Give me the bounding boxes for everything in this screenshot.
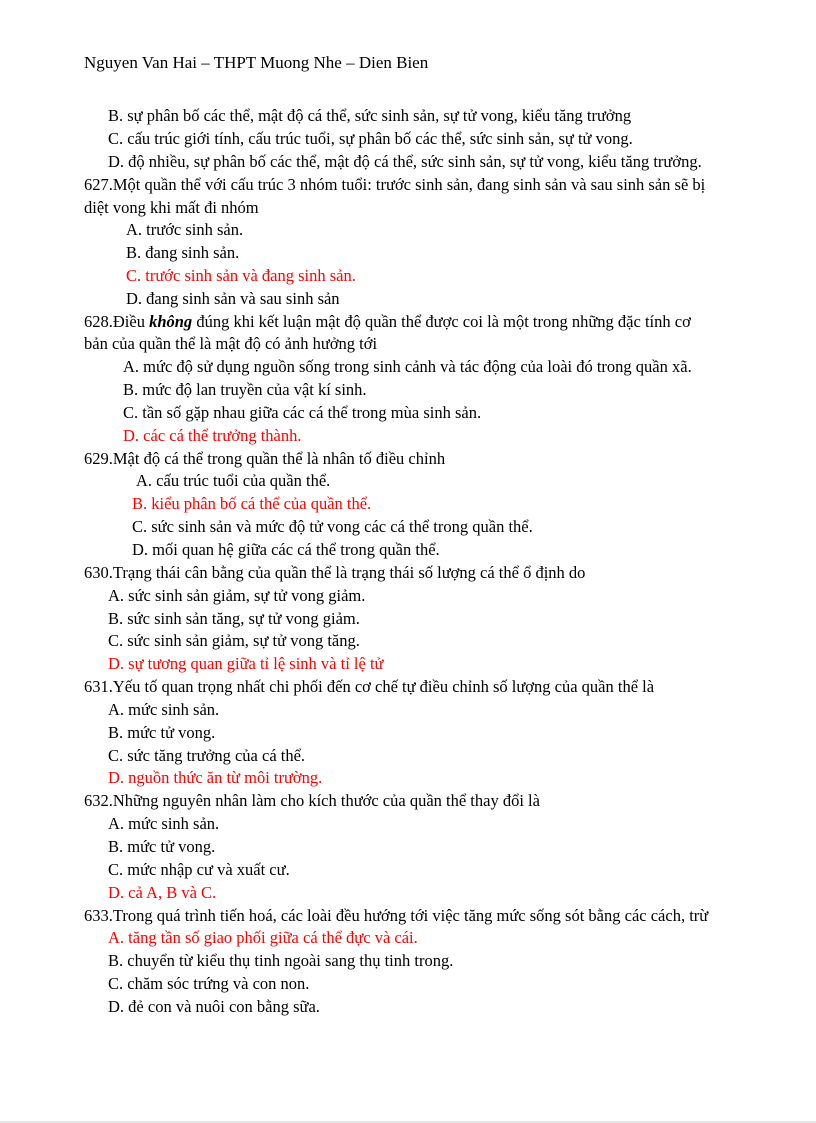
q627-stem: 627.Một quần thể với cấu trúc 3 nhóm tuổi: trước sinh sản, đang sinh sản và sau sinh sản sẽ bị bbox=[84, 175, 706, 194]
q627-option-d: D. đang sinh sản và sau sinh sản bbox=[126, 289, 340, 308]
q629-option-d: D. mối quan hệ giữa các cá thể trong quần thể. bbox=[132, 540, 440, 559]
q627-option-c-correct: C. trước sinh sản và đang sinh sản. bbox=[126, 266, 356, 285]
q629-option-a: A. cấu trúc tuổi của quần thể. bbox=[136, 471, 331, 490]
q628-emphasis: không bbox=[149, 312, 193, 331]
q632-stem: 632.Những nguyên nhân làm cho kích thước của quần thể thay đổi là bbox=[84, 791, 540, 810]
q631-option-a: A. mức sinh sản. bbox=[108, 700, 220, 719]
prev-option-b: B. sự phân bố các thể, mật độ cá thể, sức sinh sản, sự tử vong, kiểu tăng trưởng bbox=[108, 106, 632, 125]
q628-stem: 628.Điều không đúng khi kết luận mật độ quần thể được coi là một trong những đặc tính cơ bbox=[84, 312, 691, 331]
q632-option-d-correct: D. cả A, B và C. bbox=[108, 883, 217, 902]
q628-option-d-correct: D. các cá thể trưởng thành. bbox=[123, 426, 302, 445]
q627-stem-cont: diệt vong khi mất đi nhóm bbox=[84, 198, 259, 217]
q631-option-d-correct: D. nguồn thức ăn từ môi trường. bbox=[108, 768, 323, 787]
q630-option-b: B. sức sinh sản tăng, sự tử vong giảm. bbox=[108, 609, 360, 628]
q631-stem: 631.Yếu tố quan trọng nhất chi phối đến cơ chế tự điều chỉnh số lượng của quần thể là bbox=[84, 677, 655, 696]
q628-stem-cont: bản của quần thể là mật độ có ảnh hưởng tới bbox=[84, 334, 378, 353]
q633-option-c: C. chăm sóc trứng và con non. bbox=[108, 974, 310, 993]
q628-option-c: C. tần số gặp nhau giữa các cá thể trong mùa sinh sản. bbox=[123, 403, 482, 422]
q627-option-a: A. trước sinh sản. bbox=[126, 220, 244, 239]
q629-option-c: C. sức sinh sản và mức độ tử vong các cá thể trong quần thể. bbox=[132, 517, 533, 536]
q630-option-d-correct: D. sự tương quan giữa tỉ lệ sinh và tỉ lệ tử bbox=[108, 654, 384, 673]
q633-stem: 633.Trong quá trình tiến hoá, các loài đều hướng tới việc tăng mức sống sót bằng các cách, trừ bbox=[84, 906, 709, 925]
q628-option-a: A. mức độ sử dụng nguồn sống trong sinh cảnh và tác động của loài đó trong quần xã. bbox=[123, 357, 692, 376]
page-header: Nguyen Van Hai – THPT Muong Nhe – Dien Bien bbox=[84, 53, 429, 72]
q627-option-b: B. đang sinh sản. bbox=[126, 243, 240, 262]
q628-option-b: B. mức độ lan truyền của vật kí sinh. bbox=[123, 380, 367, 399]
q633-option-b: B. chuyển từ kiểu thụ tinh ngoài sang thụ tinh trong. bbox=[108, 951, 454, 970]
q632-option-a: A. mức sinh sản. bbox=[108, 814, 220, 833]
q630-option-a: A. sức sinh sản giảm, sự tử vong giảm. bbox=[108, 586, 366, 605]
prev-option-c: C. cấu trúc giới tính, cấu trúc tuổi, sự phân bố các thể, sức sinh sản, sự tử vong. bbox=[108, 129, 633, 148]
prev-option-d: D. độ nhiều, sự phân bố các thể, mật độ cá thể, sức sinh sản, sự tử vong, kiểu tăng trưởng. bbox=[108, 152, 702, 171]
q630-stem: 630.Trạng thái cân bằng của quần thể là trạng thái số lượng cá thể ổ định do bbox=[84, 563, 586, 582]
q630-option-c: C. sức sinh sản giảm, sự tử vong tăng. bbox=[108, 631, 360, 650]
q633-option-a-correct: A. tăng tần số giao phối giữa cá thể đực và cái. bbox=[108, 928, 418, 947]
q629-option-b-correct: B. kiểu phân bố cá thể của quần thể. bbox=[132, 494, 372, 513]
q629-stem: 629.Mật độ cá thể trong quần thể là nhân tố điều chỉnh bbox=[84, 449, 446, 468]
q632-option-b: B. mức tử vong. bbox=[108, 837, 216, 856]
q633-option-d: D. đẻ con và nuôi con bằng sữa. bbox=[108, 997, 320, 1016]
q631-option-c: C. sức tăng trưởng của cá thể. bbox=[108, 746, 306, 765]
q632-option-c: C. mức nhập cư và xuất cư. bbox=[108, 860, 290, 879]
q631-option-b: B. mức tử vong. bbox=[108, 723, 216, 742]
